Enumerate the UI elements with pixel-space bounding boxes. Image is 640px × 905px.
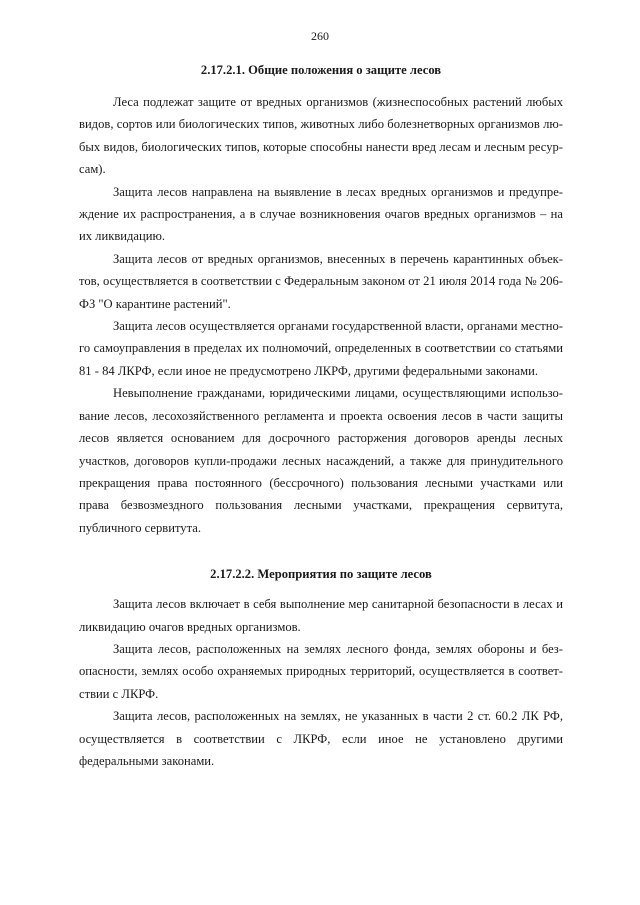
paragraph: Защита лесов, расположенных на землях, не указанных в части 2 ст. 60.2 ЛК РФ, осуществляется в соответствии с ЛКРФ, если иное не установлено другими федеральными законами. bbox=[79, 709, 563, 768]
paragraph: Леса подлежат защите от вредных организмов (жизнеспособных растений любых видов, сортов или биологических типов, животных либо болезнетворных организмов любых видов, биологических типов, которые способны нанести вред лесам и лесным ресурсам). bbox=[79, 95, 563, 177]
page-number: 260 bbox=[311, 29, 329, 43]
paragraph: Невыполнение гражданами, юридическими лицами, осуществляющими использование лесов, лесохозяйственного регламента и проекта освоения лесов в части защиты лесов является основанием для досрочного расторжения договоров аренды лесных участков, договоров купли-продажи лесных насаждений, а также для принудительного прекращения права постоянного (бессрочного) пользования лесными участками или права безвозмездного пользования лесными участками, прекращения сервитута, публичного сервитута. bbox=[79, 386, 563, 535]
page-content bbox=[79, 62, 563, 772]
paragraph: Защита лесов осуществляется органами государственной власти, органами местного самоуправления в пределах их полномочий, определенных в соответствии со статьями 81 - 84 ЛКРФ, если иное не предусмотрено ЛКРФ, другими федеральными законами. bbox=[79, 319, 563, 378]
paragraph: Защита лесов направлена на выявление в лесах вредных организмов и предупреждение их распространения, а в случае возникновения очагов вредных организмов – на их ликвидацию. bbox=[79, 184, 563, 244]
section-heading-general-provisions: 2.17.2.1. Общие положения о защите лесов bbox=[200, 63, 442, 77]
section-heading-protection-measures: 2.17.2.2. Мероприятия по защите лесов bbox=[210, 567, 432, 582]
paragraph: Защита лесов от вредных организмов, внесенных в перечень карантинных объектов, осуществляется в соответствии с Федеральным законом от 21 июля 2014 года № 206-ФЗ "О карантине растений". bbox=[79, 251, 563, 311]
paragraph: Защита лесов включает в себя выполнение мер санитарной безопасности в лесах и ликвидацию очагов вредных организмов. bbox=[79, 597, 563, 634]
paragraph: Защита лесов, расположенных на землях лесного фонда, землях обороны и безопасности, землях особо охраняемых природных территорий, осуществляется в соответствии с ЛКРФ. bbox=[79, 641, 563, 701]
